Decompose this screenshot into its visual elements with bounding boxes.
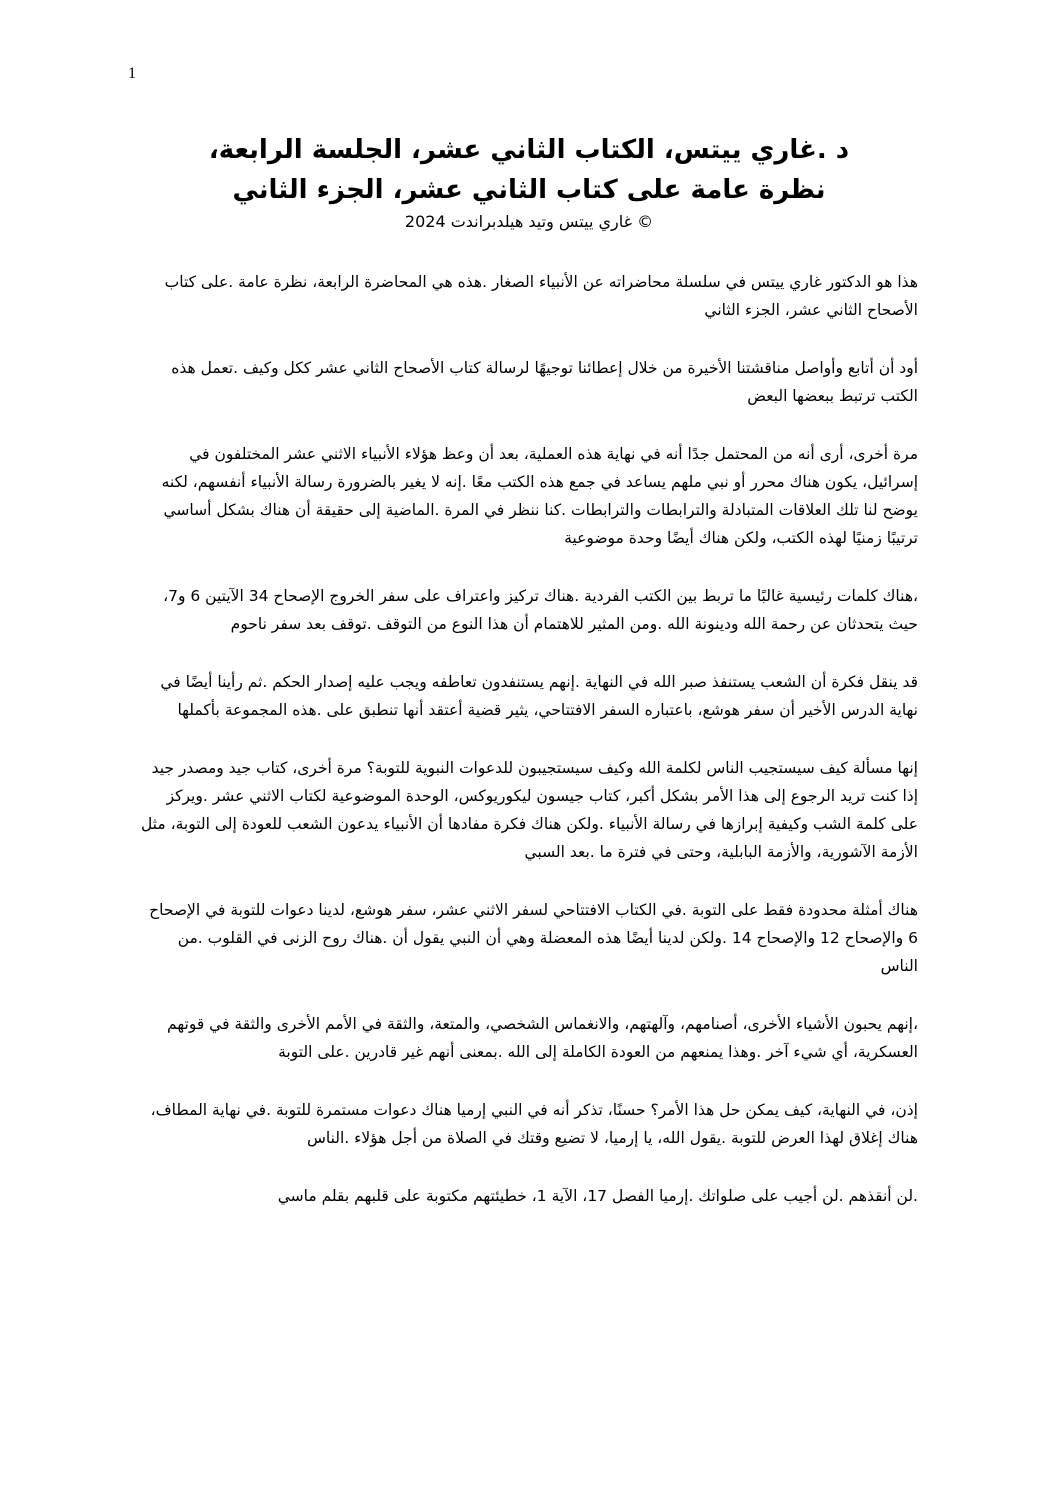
page-title: ،د .غاري ييتس، الكتاب الثاني عشر، الجلسة الرابعة [208,135,850,165]
paragraph-5: قد ينقل فكرة أن الشعب يستنفذ صبر الله في النهاية .إنهم يستنفدون تعاطفه ويجب عليه إصدار الحكم .ثم رأينا أيضًا في نهاية الدرس الأخير أن سفر هوشع، باعتباره السفر الافتتاحي، يثير قضية أعتقد أنها تنطبق على .هذه المجموعة بأكملها [160,673,918,719]
paragraph-4: ،هناك كلمات رئيسية غالبًا ما تربط بين الكتب الفردية .هناك تركيز واعتراف على سفر الخروج الإصحاح 34 الآيتين 6 و7، حيث يتحدثان عن رحمة الله ودينونة الله .ومن المثير للاهتمام أن هذا النوع من التوقف .توقف بعد سفر ناحوم [163,587,918,633]
title-block [140,130,918,234]
paragraph-7: هناك أمثلة محدودة فقط على التوبة .في الكتاب الافتتاحي لسفر الاثني عشر، سفر هوشع، لدينا دعوات للتوبة في الإصحاح 6 والإصحاح 12 والإصحاح 14 .ولكن لدينا أيضًا هذه المعضلة وهي أن النبي يقول أن .هناك روح الزنى في القلوب .من الناس [149,901,918,975]
paragraph-9: إذن، في النهاية، كيف يمكن حل هذا الأمر؟ حسنًا، تذكر أنه في النبي إرميا هناك دعوات مستمرة للتوبة .في نهاية المطاف، هناك إغلاق لهذا العرض للتوبة .يقول الله، يا إرميا، لا تضيع وقتك في الصلاة من أجل هؤلاء .الناس [150,1101,918,1147]
paragraph-8: ،إنهم يحبون الأشياء الأخرى، أصنامهم، وآلهتهم، والانغماس الشخصي، والمتعة، والثقة في الأمم الأخرى والثقة في قوتهم العسكرية، أي شيء آخر .وهذا يمنعهم من العودة الكاملة إلى الله .بمعنى أنهم غير قادرين .على التوبة [167,1015,918,1061]
document-body [140,268,918,1240]
page-subtitle: نظرة عامة على كتاب الثاني عشر، الجزء الثاني [232,175,826,205]
paragraph-2: أود أن أتابع وأواصل مناقشتنا الأخيرة من خلال إعطائنا توجيهًا لرسالة كتاب الأصحاح الثاني عشر ككل وكيف .تعمل هذه الكتب ترتبط ببعضها البعض [171,359,918,405]
copyright-line: غاري ييتس وتيد هيلدبراندت 2024 © [404,212,654,231]
paragraph-6: إنها مسألة كيف سيستجيب الناس لكلمة الله وكيف سيستجيبون للدعوات النبوية للتوبة؟ مرة أخرى، كتاب جيد ومصدر جيد إذا كنت تريد الرجوع إلى هذا الأمر بشكل أكبر، كتاب جيسون ليكوريوكس، الوحدة الموضوعية لكتاب الاثني عشر .ويركز على كلمة الشب وكيفية إبرازها في رسالة الأنبياء .ولكن هناك فكرة مفادها أن الأنبياء يدعون الشعب للعودة إلى التوبة، مثل الأزمة الآشورية، والأزمة البابلية، وحتى في فترة ما .بعد السبي [140,759,918,861]
page-number: 1 [128,65,136,82]
paragraph-3: مرة أخرى، أرى أنه من المحتمل جدًا أنه في نهاية هذه العملية، بعد أن وعظ هؤلاء الأنبياء الاثني عشر المختلفون في إسرائيل، يكون هناك محرر أو نبي ملهم يساعد في جمع هذه الكتب معًا .إنه لا يغير بالضرورة رسالة الأنبياء أنفسهم، لكنه يوضح لنا تلك العلاقات المتبادلة والترابطات والترابطات .كنا ننظر في المرة .الماضية إلى حقيقة أن هناك بشكل أساسي ترتيبًا زمنيًا لهذه الكتب، ولكن هناك أيضًا وحدة موضوعية [161,445,918,547]
paragraph-1: هذا هو الدكتور غاري ييتس في سلسلة محاضراته عن الأنبياء الصغار .هذه هي المحاضرة الرابعة، نظرة عامة .على كتاب الأصحاح الثاني عشر، الجزء الثاني [164,273,918,319]
paragraph-10: .لن أنقذهم .لن أجيب على صلواتك .إرميا الفصل 17، الآية 1، خطيئتهم مكتوبة على قلبهم بقلم ماسي [277,1187,918,1205]
